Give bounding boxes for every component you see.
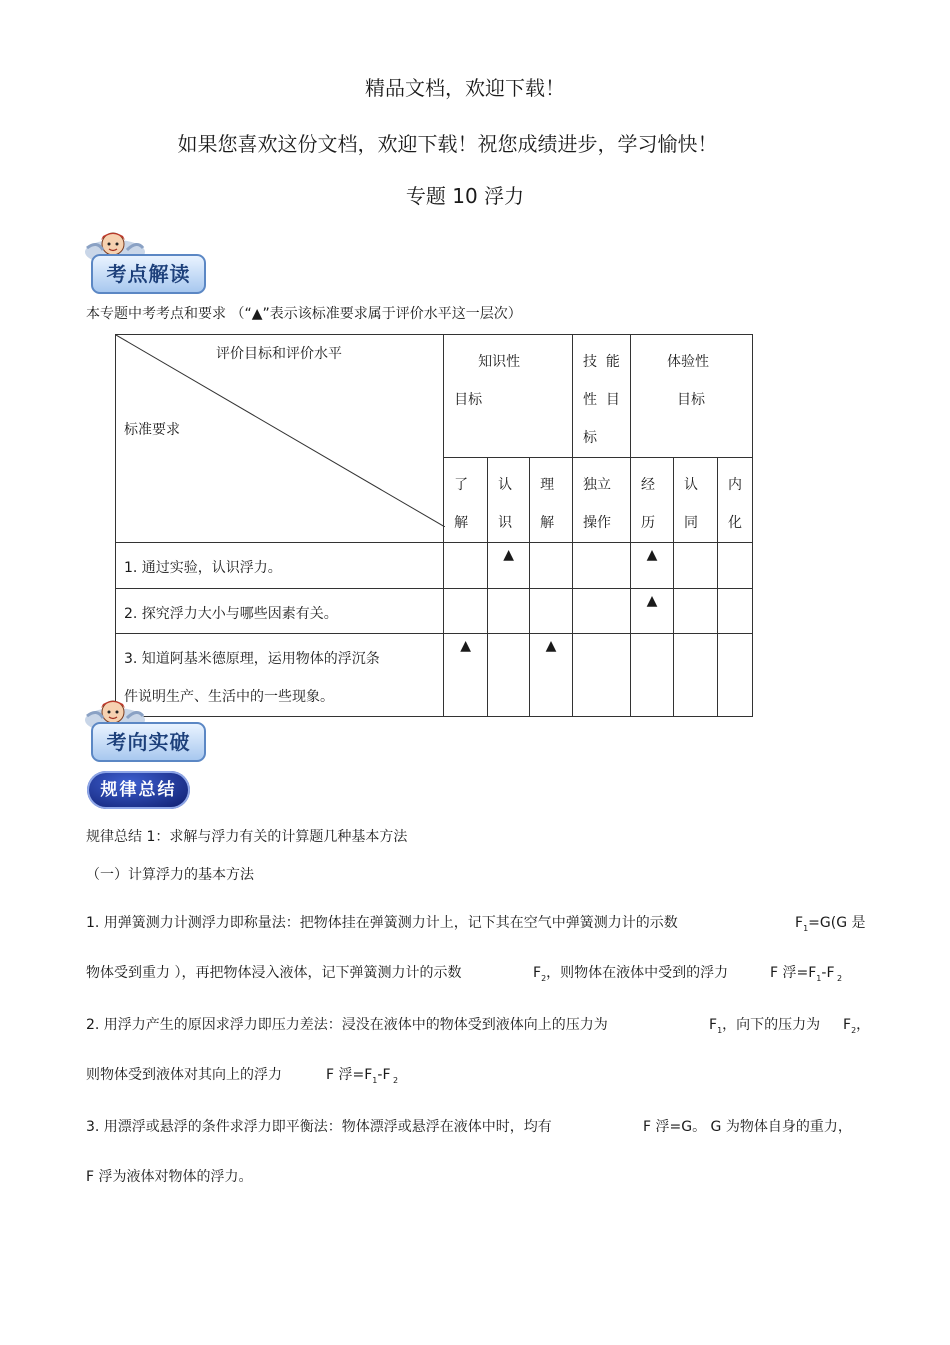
mark-cell xyxy=(530,589,573,634)
sub-header: 了 解 xyxy=(444,458,488,543)
mark-cell xyxy=(573,589,631,634)
sub-header: 内 化 xyxy=(717,458,752,543)
requirement-line-2: 件说明生产、生活中的一些现象。 xyxy=(124,689,334,705)
group-skill-line-3: 标 xyxy=(583,430,598,446)
paragraph-2-line-1: 2. 用浮力产生的原因求浮力即压力差法：浸没在液体中的物体受到液体向上的压力为 xyxy=(86,1017,608,1033)
mark-cell: ▲ xyxy=(488,543,530,589)
mark-cell: ▲ xyxy=(631,543,674,589)
header-line-2: 如果您喜欢这份文档，欢迎下载！祝您成绩进步，学习愉快！ xyxy=(177,132,718,156)
paragraph-1-line-1: 1. 用弹簧测力计测浮力即称量法：把物体挂在弹簧测力计上，记下其在空气中弹簧测力计的示数 xyxy=(86,915,678,931)
mark-cell xyxy=(488,634,530,717)
banner-kaoxiang xyxy=(83,696,208,766)
intro-text: 本专题中考考点和要求 （“▲”表示该标准要求属于评价水平这一层次） xyxy=(86,306,522,322)
mark-cell xyxy=(573,634,631,717)
group-skill xyxy=(573,335,631,458)
group-experience-line-1: 体验性 xyxy=(667,354,710,370)
table-row xyxy=(116,634,753,717)
formula-f2: $F_2$，则物体在液体中受到的浮力 xyxy=(533,965,729,983)
mark-cell: ▲ xyxy=(530,634,573,717)
requirements-table xyxy=(115,334,753,717)
mark-cell: ▲ xyxy=(631,589,674,634)
sub-header: 认 识 xyxy=(488,458,530,543)
banner-kaoxiang-label: 考向实破 xyxy=(91,722,206,762)
group-skill-line-1: 技 能 xyxy=(583,354,620,370)
group-knowledge-line-1: 知识性 xyxy=(478,354,521,370)
mark-cell xyxy=(530,543,573,589)
requirement-cell: 1. 通过实验，认识浮力。 xyxy=(116,543,444,589)
formula-buoyancy-1: F 浮$=F_1-F$ $_2$ xyxy=(770,965,843,983)
sub-header: 独立 操作 xyxy=(573,458,631,543)
mark-cell xyxy=(573,543,631,589)
mark-cell xyxy=(717,543,752,589)
formula-balance: F 浮=G。 G 为物体自身的重力， xyxy=(643,1119,852,1135)
mark-cell xyxy=(673,589,717,634)
formula-buoyancy-2: F 浮$=F_1-F$ $_2$ xyxy=(326,1067,399,1085)
mark-cell xyxy=(673,543,717,589)
section-heading: （一）计算浮力的基本方法 xyxy=(86,867,254,883)
banner-kaodian-label: 考点解读 xyxy=(91,254,206,294)
group-experience xyxy=(631,335,753,458)
paragraph-3-line-2: F 浮为液体对物体的浮力。 xyxy=(86,1169,253,1185)
formula-pressure: $F_1$，向下的压力为 xyxy=(709,1017,821,1035)
banner-kaodian xyxy=(83,228,208,298)
table-row xyxy=(116,543,753,589)
corner-bottom-label: 标准要求 xyxy=(124,422,180,438)
rule-summary-badge: 规律总结 xyxy=(87,771,190,809)
table-corner-cell xyxy=(116,335,444,543)
mark-cell xyxy=(673,634,717,717)
formula-f1: $F_1=G(G$ 是 xyxy=(795,915,866,933)
header-line-1: 精品文档，欢迎下载！ xyxy=(365,76,565,100)
mark-cell xyxy=(444,589,488,634)
rule-title: 规律总结 1：求解与浮力有关的计算题几种基本方法 xyxy=(86,829,408,845)
corner-top-label: 评价目标和评价水平 xyxy=(216,346,342,362)
mark-cell xyxy=(717,634,752,717)
group-skill-line-2: 性 目 xyxy=(583,392,620,408)
table-row xyxy=(116,589,753,634)
sub-header: 认 同 xyxy=(673,458,717,543)
paragraph-2-line-2: 则物体受到液体对其向上的浮力 xyxy=(86,1067,282,1083)
sub-header: 经 历 xyxy=(631,458,674,543)
mark-cell xyxy=(444,543,488,589)
mark-cell xyxy=(488,589,530,634)
sub-header: 理 解 xyxy=(530,458,573,543)
mark-cell: ▲ xyxy=(444,634,488,717)
paragraph-1-line-2: 物体受到重力 ），再把物体浸入液体，记下弹簧测力计的示数 xyxy=(86,965,462,981)
topic-title: 专题 10 浮力 xyxy=(405,184,525,208)
mark-cell xyxy=(631,634,674,717)
requirement-line-1: 3. 知道阿基米德原理，运用物体的浮沉条 xyxy=(124,651,380,667)
requirement-cell: 2. 探究浮力大小与哪些因素有关。 xyxy=(116,589,444,634)
mark-cell xyxy=(717,589,752,634)
group-knowledge xyxy=(444,335,573,458)
formula-pressure-2: $F_2$， xyxy=(843,1017,871,1035)
paragraph-3-line-1: 3. 用漂浮或悬浮的条件求浮力即平衡法：物体漂浮或悬浮在液体中时，均有 xyxy=(86,1119,552,1135)
group-experience-line-2: 目标 xyxy=(677,392,706,408)
group-knowledge-line-2: 目标 xyxy=(454,392,483,408)
